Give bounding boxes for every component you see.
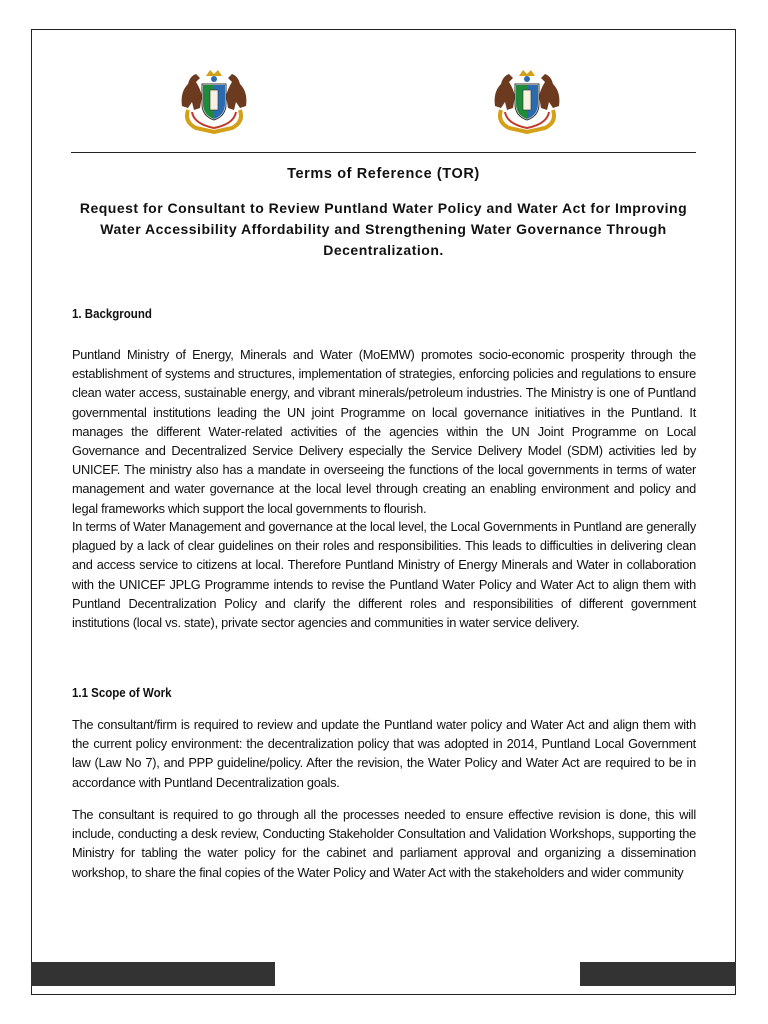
puntland-coat-of-arms-icon <box>174 62 254 134</box>
section-heading-scope-of-work: 1.1 Scope of Work <box>72 686 172 700</box>
document-subtitle: Request for Consultant to Review Puntland Water Policy and Water Act for Improving Water Accessibility Affordability and Strengthening Water Governance Through Decentralization. <box>79 200 688 258</box>
section-heading-background: 1. Background <box>72 307 152 321</box>
footer-bar-right <box>580 962 736 986</box>
background-paragraph: Puntland Ministry of Energy, Minerals and Water (MoEMW) promotes socio-economic prosperity through the establishment of systems and structures, implementation of strategies, enforcing policies and regulations to ensure clean water access, sustainable energy, and vibrant minerals/petroleum industries. The Ministry is one of Puntland governmental institutions leading the UN joint Programme on local governance initiatives in the Puntland. It manages the different Water-related activities of the agencies within the UN Joint Programme on Local Governance and Decentralized Service Delivery especially the Service Delivery Model (SDM) activities led by UNICEF. The ministry also has a mandate in overseeing the functions of the local governments in terms of water management and water governance at the local level through creating an enabling environment and policy and legal frameworks which support the local governments to flourish. <box>72 347 696 516</box>
footer-bar-left <box>31 962 275 986</box>
scope-paragraph: The consultant/firm is required to review and update the Puntland water policy and Water Act and align them with the current policy environment: the decentralization policy that was adopted in 2014, Puntland Local Government law (Law No 7), and PPP guideline/policy. After the revision, the Water Policy and Water Act are required to be in accordance with Puntland Decentralization goals. <box>72 717 696 790</box>
puntland-coat-of-arms-icon <box>487 62 567 134</box>
document-title: Terms of Reference (TOR) <box>287 166 480 182</box>
background-paragraph: In terms of Water Management and governance at the local level, the Local Governments in Puntland are generally plagued by a lack of clear guidelines on their roles and responsibilities. This leads to difficulties in delivering clean and access service to citizens at local. Therefore Puntland Ministry of Energy Minerals and Water in collaboration with the UNICEF JPLG Programme intends to revise the Puntland Water Policy and Water Act to align them with Puntland Decentralization Policy and clarify the different roles and responsibilities of different government institutions (local vs. state), private sector agencies and communities in water service delivery. <box>72 519 696 631</box>
header-divider <box>71 152 696 153</box>
scope-paragraph: The consultant is required to go through all the processes needed to ensure effective revision is done, this will include, conducting a desk review, Conducting Stakeholder Consultation and Validation Workshops, supporting the Ministry for tabling the water policy for the cabinet and parliament approval and organizing a dissemination workshop, to share the final copies of the Water Policy and Water Act with the stakeholders and wider community <box>72 807 696 880</box>
